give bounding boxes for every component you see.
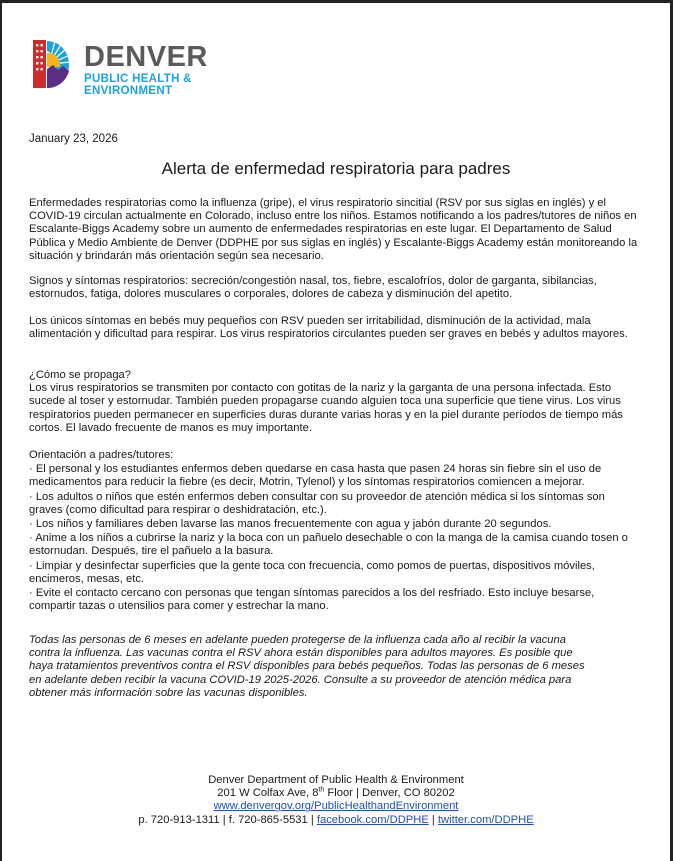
facebook-link[interactable]: facebook.com/DDPHE xyxy=(316,813,429,826)
document-title: Alerta de enfermedad respiratoria para padres xyxy=(161,159,511,178)
footer-contact xyxy=(2,774,670,827)
intro-paragraph: Enfermedades respiratorias como la influenza (gripe), el virus respiratorio sincitial (RSV por sus siglas en inglés) y el COVID-19 circulan actualmente en Colorado, incluso entre los niños. Estamos notificando a los padres/tutores de niños en Escalante-Biggs Academy sobre un aumento de enfermedades respiratorias en este lugar. El Departamento de Salud Pública y Medio Ambiente de Denver (DDPHE por sus siglas en inglés) y Escalante-Biggs Academy están monitoreando la situación y brindarán más orientación según sea necesario. xyxy=(29,197,638,262)
logo-title: DENVER xyxy=(84,41,208,73)
guidance-section xyxy=(29,449,639,613)
vaccines-paragraph: Todas las personas de 6 meses en adelante pueden protegerse de la influenza cada año al recibir la vacuna contra la influenza. Las vacunas contra el RSV ahora están disponibles para adultos mayores. Es posible que haya tratamientos preventivos contra el RSV disponibles para bebés pequeños. Todas las personas de 6 meses en adelante deben recibir la vacuna COVID-19 2025-2026. Consulte a su proveedor de atención médica para obtener más información sobre las vacunas disponibles. xyxy=(29,634,585,699)
guidance-bullet: · Evite el contacto cercano con personas que tengan síntomas parecidos a los del resfriado. Esto incluye besarse, compartir tazas o utensilios para comer y estrechar la mano. xyxy=(29,587,595,613)
spread-heading: ¿Cómo se propaga? xyxy=(29,369,131,381)
twitter-link[interactable]: twitter.com/DDPHE xyxy=(437,813,534,826)
denver-d-logo-icon xyxy=(33,39,73,89)
footer-address xyxy=(2,787,670,800)
guidance-bullet: · Los niños y familiares deben lavarse las manos frecuentemente con agua y jabón durante 20 segundos. xyxy=(29,518,552,531)
website-link[interactable]: www.denvergov.org/PublicHealthandEnvironment xyxy=(213,800,459,813)
guidance-bullet: · Anime a los niños a cubrirse la nariz y la boca con un pañuelo desechable o con la manga de la camisa cuando tosen o estornudan. Después, tire el pañuelo a la basura. xyxy=(29,532,628,558)
spread-section xyxy=(29,369,639,435)
guidance-heading: Orientación a padres/tutores: xyxy=(29,449,174,461)
logo-wordmark xyxy=(84,43,208,97)
document-page xyxy=(2,3,670,861)
phone-fax: p. 720-913-1311 | f. 720-865-5531 | xyxy=(138,813,317,826)
ddphe-logo xyxy=(33,39,208,99)
guidance-bullet: · Los adultos o niños que estén enfermos deben consultar con su proveedor de atención médica si los síntomas son graves (como dificultad para respirar o deshidratación, etc.). xyxy=(29,490,605,516)
infant-symptoms-paragraph: Los únicos síntomas en bebés muy pequeños con RSV pueden ser irritabilidad, disminución de la actividad, mala alimentación y dificultad para respirar. Los virus respiratorios circulantes pueden ser graves en bebés y adultos mayores. xyxy=(29,315,628,341)
logo-subtitle-line2: ENVIRONMENT xyxy=(84,85,173,97)
address-city: Floor | Denver, CO 80202 xyxy=(324,787,455,800)
guidance-bullet: · Limpiar y desinfectar superficies que la gente toca con frecuencia, como pomos de puertas, dispositivos móviles, encimeros, mesas, etc. xyxy=(29,559,595,585)
link-separator: | xyxy=(428,813,438,826)
address-floor-suffix: th xyxy=(318,786,325,794)
guidance-bullet: · El personal y los estudiantes enfermos deben quedarse en casa hasta que pasen 24 horas sin fiebre sin el uso de medicamentos para reducir la fiebre (es decir, Motrin, Tylenol) y los síntomas respiratorios comiencen a mejorar. xyxy=(29,463,602,489)
logo-subtitle-line1: PUBLIC HEALTH & xyxy=(84,73,192,85)
symptoms-paragraph: Signos y síntomas respiratorios: secreción/congestión nasal, tos, fiebre, escalofríos, dolor de garganta, sibilancias, estornudos, fatiga, dolores musculares o corporales, dolores de cabeza y disminución del apetito. xyxy=(29,275,597,301)
footer-phone-line xyxy=(2,814,670,827)
document-date: January 23, 2026 xyxy=(29,133,118,145)
spread-paragraph: Los virus respiratorios se transmiten por contacto con gotitas de la nariz y la garganta de una persona infectada. Esto sucede al toser y estornudar. También pueden propagarse cuando alguien toca una superficie que tiene virus. Los virus respiratorios pueden permanecer en superficies duras durante varias horas y en la piel durante períodos de tiempo más cortos. El lavado frecuente de manos es muy importante. xyxy=(29,382,623,434)
address-street: 201 W Colfax Ave, 8 xyxy=(217,787,319,800)
footer-org-name: Denver Department of Public Health & Environment xyxy=(208,774,464,786)
